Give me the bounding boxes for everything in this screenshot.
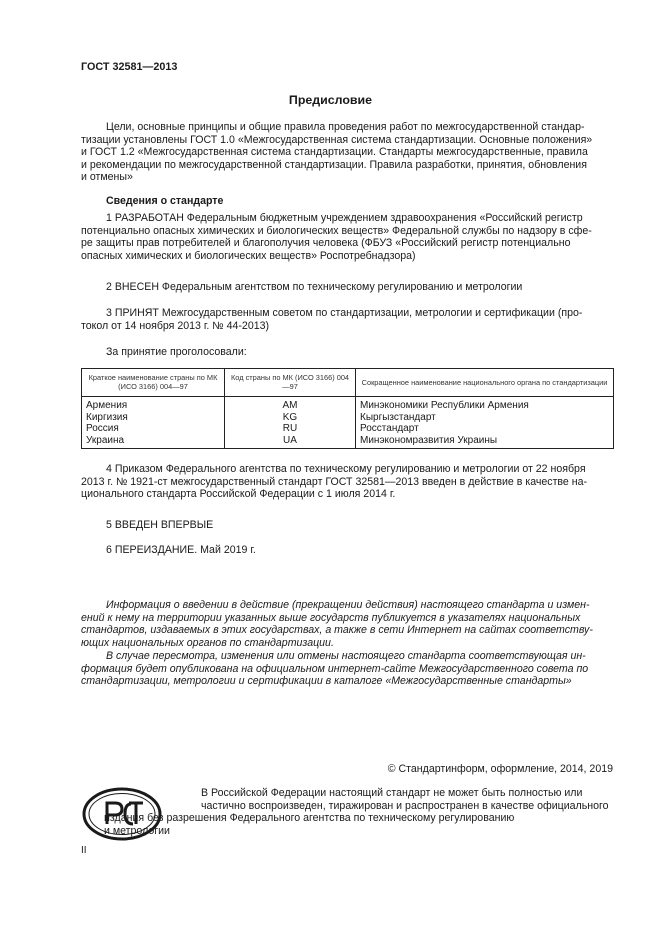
body-cell: Минэкономики Республики Армения: [356, 397, 614, 412]
item-3-line: токол от 14 ноября 2013 г. № 44-2013): [81, 319, 270, 332]
code-cell: KG: [225, 412, 356, 424]
column-header-country: Краткое наименование страны по МК (ИСО 3166) 004—97: [82, 369, 225, 397]
intro-line: и отмены»: [81, 171, 133, 184]
country-cell: Россия: [82, 423, 225, 435]
notice-line: В Российской Федерации настоящий стандарт не может быть полностью или: [201, 787, 583, 799]
body-cell: Минэкономразвития Украины: [356, 435, 614, 449]
notice-line: издания без разрешения Федерального агентства по техническому регулированию: [104, 812, 515, 825]
column-header-body: Сокращенное наименование национального органа по стандартизации: [356, 369, 614, 397]
item-1-paragraph: [81, 212, 612, 262]
item-3-paragraph: [81, 307, 612, 332]
item-4-paragraph: [81, 463, 612, 501]
code-cell: RU: [225, 423, 356, 435]
intro-paragraph: [81, 121, 612, 184]
body-cell: Росстандарт: [356, 423, 614, 435]
table-header-row: [82, 369, 614, 397]
info-introduction-paragraph: [81, 599, 612, 649]
info-line: В случае пересмотра, изменения или отмены настоящего стандарта соответствующая ин-: [106, 650, 586, 662]
body-cell: Кыргызстандарт: [356, 412, 614, 424]
column-header-code: Код страны по МК (ИСО 3166) 004—97: [225, 369, 356, 397]
country-cell: Армения: [82, 397, 225, 412]
intro-line: тизации установлены ГОСТ 1.0 «Межгосударственная система стандартизации. Основные положения»: [81, 133, 593, 146]
info-line: Информация о введении в действие (прекращении действия) настоящего стандарта и измен-: [106, 599, 590, 611]
item-6-text: 6 ПЕРЕИЗДАНИЕ. Май 2019 г.: [106, 544, 256, 556]
info-line: стандартизации, метрологии и сертификации в каталоге «Межгосударственные стандарты»: [81, 675, 572, 688]
table-row: [82, 423, 614, 435]
page-number: II: [81, 845, 87, 856]
code-cell: UA: [225, 435, 356, 449]
intro-line: и рекомендации по межгосударственной стандартизации. Правила разработки, принятия, обновления: [81, 158, 587, 171]
table-row: [82, 412, 614, 424]
item-2-text: 2 ВНЕСЕН Федеральным агентством по техническому регулированию и метрологии: [106, 281, 523, 293]
notice-line: и метрологии: [104, 824, 170, 837]
section-heading: Сведения о стандарте: [106, 195, 224, 207]
info-revision-paragraph: [81, 650, 612, 688]
code-cell: AM: [225, 397, 356, 412]
item-1-line: потенциально опасных химических и биологических веществ» Федеральной службы по надзору в сфе-: [81, 224, 592, 237]
item-4-line: ционального стандарта Российской Федерации с 1 июля 2014 г.: [81, 488, 396, 501]
copyright-notice: © Стандартинформ, оформление, 2014, 2019: [387, 763, 613, 775]
item-3-line: 3 ПРИНЯТ Межгосударственным советом по стандартизации, метрологии и сертификации (про-: [106, 307, 583, 319]
item-1-line: 1 РАЗРАБОТАН Федеральным бюджетным учреждением здравоохранения «Российский регистр: [106, 212, 583, 224]
reproduction-notice: [104, 787, 612, 837]
item-1-line: ре защиты прав потребителей и благополучия человека (ФБУЗ «Российский регистр потенциально: [81, 237, 571, 250]
voting-table: [81, 368, 614, 449]
country-cell: Киргизия: [82, 412, 225, 424]
country-cell: Украина: [82, 435, 225, 449]
voted-label: За принятие проголосовали:: [106, 346, 247, 358]
notice-line: частично воспроизведен, тиражирован и распространен в качестве официального: [201, 799, 609, 812]
table-row: [82, 397, 614, 412]
intro-line: и ГОСТ 1.2 «Межгосударственная система стандартизации. Стандарты межгосударственные, правила: [81, 146, 588, 159]
item-4-line: 2013 г. № 1921-ст межгосударственный стандарт ГОСТ 32581—2013 введен в действие в качестве на-: [81, 475, 588, 488]
info-line: ющих национальных органов по стандартизации.: [81, 636, 334, 649]
item-1-line: опасных химических и биологических веществ» Роспотребнадзора): [81, 249, 416, 262]
intro-line: Цели, основные принципы и общие правила проведения работ по межгосударственной стандар-: [106, 121, 585, 133]
info-line: стандартов, издаваемых в этих государствах, а также в сети Интернет на сайтах соответству-: [81, 624, 593, 637]
item-5-text: 5 ВВЕДЕН ВПЕРВЫЕ: [106, 519, 214, 531]
document-id: ГОСТ 32581—2013: [81, 61, 178, 73]
item-4-line: 4 Приказом Федерального агентства по техническому регулированию и метрологии от 22 ноября: [106, 463, 586, 475]
table-row: [82, 435, 614, 449]
page-title: Предисловие: [288, 93, 373, 107]
info-line: ений к нему на территории указанных выше государств публикуется в указателях национальных: [81, 611, 581, 624]
info-line: формация будет опубликована на официальном интернет-сайте Межгосударственного совета по: [81, 662, 589, 675]
